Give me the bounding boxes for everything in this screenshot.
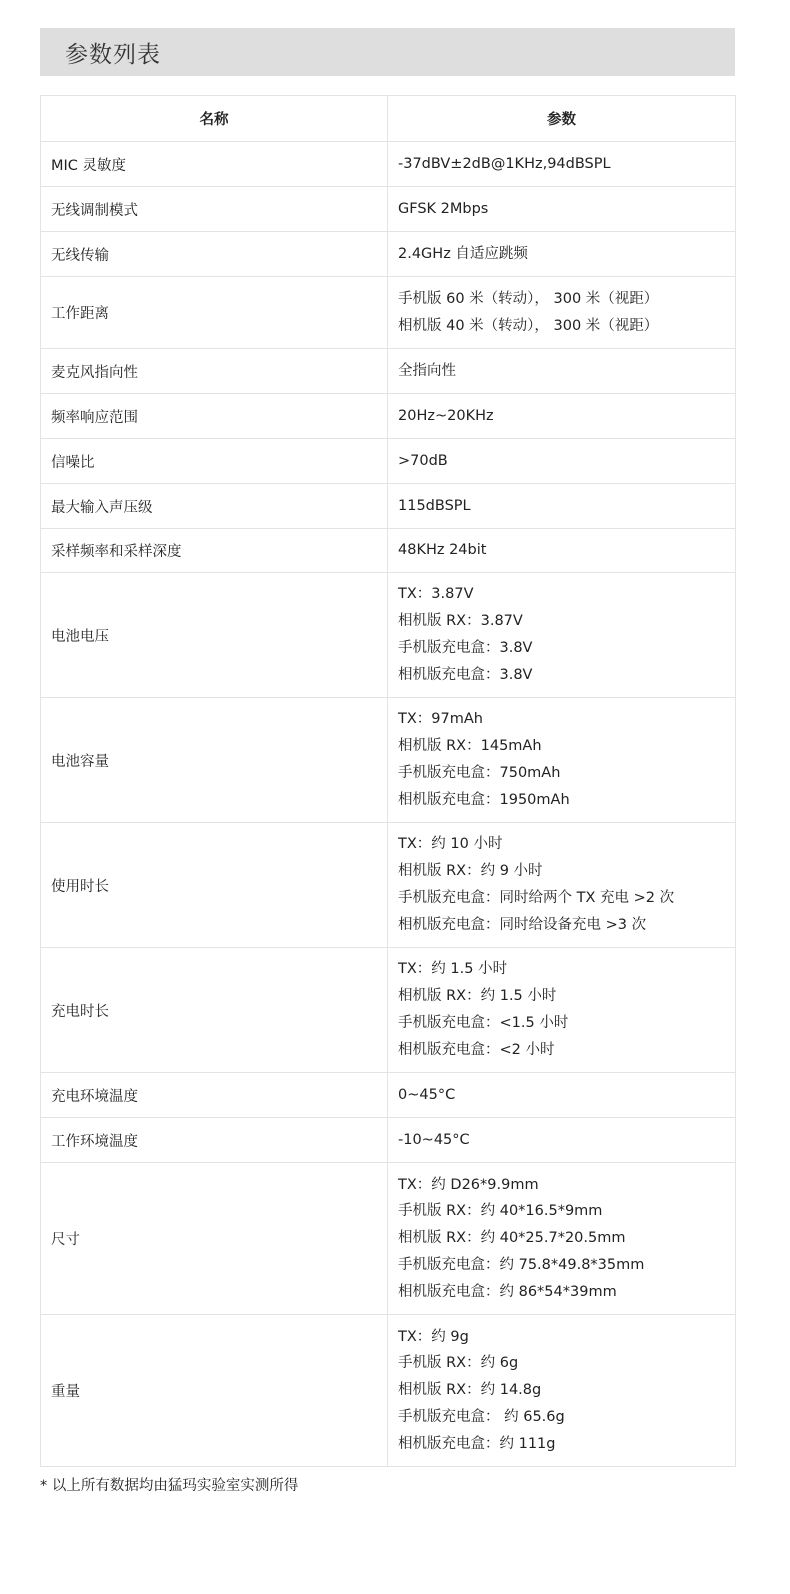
- spec-value-line: 115dBSPL: [398, 497, 471, 514]
- table-row: [41, 1073, 736, 1118]
- table-row: [41, 187, 736, 232]
- spec-value-line: TX：约 1.5 小时: [398, 961, 508, 978]
- spec-name-cell: 电池容量: [41, 698, 388, 823]
- spec-value-cell: [388, 1118, 736, 1163]
- spec-value-cell: [388, 277, 736, 349]
- table-row: [41, 698, 736, 823]
- spec-name-cell: 重量: [41, 1315, 388, 1467]
- spec-value-line: 手机版充电盒： 约 65.6g: [398, 1408, 565, 1425]
- spec-value-cell: [388, 573, 736, 698]
- spec-value-cell: [388, 394, 736, 439]
- spec-value-line: TX：3.87V: [398, 586, 474, 603]
- table-row: [41, 232, 736, 277]
- spec-value-cell: [388, 484, 736, 529]
- spec-value-cell: [388, 823, 736, 948]
- spec-value-line: TX：97mAh: [398, 711, 483, 728]
- spec-value-line: TX：约 9g: [398, 1328, 469, 1345]
- table-row: [41, 1163, 736, 1315]
- table-row: [41, 823, 736, 948]
- spec-value-line: TX：约 10 小时: [398, 836, 503, 853]
- spec-value-cell: [388, 439, 736, 484]
- spec-value-line: 20Hz~20KHz: [398, 407, 494, 424]
- spec-value-cell: [388, 187, 736, 232]
- spec-value-line: 手机版 60 米（转动）， 300 米（视距）: [398, 290, 659, 307]
- spec-value-line: 相机版 RX：约 1.5 小时: [398, 988, 557, 1005]
- table-row: [41, 394, 736, 439]
- spec-value-line: 48KHz 24bit: [398, 542, 487, 559]
- spec-value-line: GFSK 2Mbps: [398, 200, 489, 217]
- spec-name-cell: MIC 灵敏度: [41, 142, 388, 187]
- spec-value-line: 相机版 RX：约 40*25.7*20.5mm: [398, 1230, 626, 1247]
- spec-name-cell: 尺寸: [41, 1163, 388, 1315]
- spec-name-cell: 最大输入声压级: [41, 484, 388, 529]
- spec-table: [40, 95, 736, 1467]
- spec-value-line: 2.4GHz 自适应跳频: [398, 245, 528, 262]
- table-row: [41, 439, 736, 484]
- spec-value-line: -37dBV±2dB@1KHz,94dBSPL: [398, 155, 611, 172]
- spec-name-cell: 工作距离: [41, 277, 388, 349]
- spec-value-line: 手机版 RX：约 40*16.5*9mm: [398, 1203, 603, 1220]
- spec-value-line: 手机版 RX：约 6g: [398, 1355, 519, 1372]
- spec-value-line: 相机版 RX：约 9 小时: [398, 863, 543, 880]
- spec-name-cell: 电池电压: [41, 573, 388, 698]
- spec-value-cell: [388, 698, 736, 823]
- spec-value-line: 相机版充电盒：1950mAh: [398, 791, 570, 808]
- spec-value-line: 手机版充电盒：同时给两个 TX 充电 >2 次: [398, 890, 675, 906]
- spec-value-cell: [388, 529, 736, 573]
- table-header-row: [41, 96, 736, 142]
- spec-value-line: 相机版 RX：3.87V: [398, 613, 523, 630]
- spec-name-cell: 使用时长: [41, 823, 388, 948]
- spec-value-line: 手机版充电盒：3.8V: [398, 640, 533, 656]
- spec-value-line: 相机版 RX：145mAh: [398, 738, 542, 755]
- table-row: [41, 1315, 736, 1467]
- spec-value-cell: [388, 1073, 736, 1118]
- spec-value-cell: [388, 232, 736, 277]
- spec-name-cell: 采样频率和采样深度: [41, 529, 388, 573]
- section-title-bar: [40, 28, 735, 76]
- spec-value-cell: [388, 349, 736, 394]
- spec-value-line: -10~45°C: [398, 1131, 470, 1148]
- spec-value-line: 0~45°C: [398, 1086, 456, 1103]
- table-row: [41, 948, 736, 1073]
- spec-name-cell: 麦克风指向性: [41, 349, 388, 394]
- spec-value-line: >70dB: [398, 452, 448, 469]
- spec-value-line: 全指向性: [398, 362, 456, 379]
- footnote: * 以上所有数据均由猛玛实验室实测所得: [40, 1478, 299, 1494]
- table-row: [41, 1118, 736, 1163]
- spec-value-line: 手机版充电盒：约 75.8*49.8*35mm: [398, 1256, 645, 1273]
- spec-value-line: 手机版充电盒：750mAh: [398, 765, 561, 781]
- table-row: [41, 349, 736, 394]
- table-row: [41, 484, 736, 529]
- spec-name-cell: 无线传输: [41, 232, 388, 277]
- spec-name-cell: 充电环境温度: [41, 1073, 388, 1118]
- header-name: 名称: [41, 96, 388, 142]
- spec-value-cell: [388, 1163, 736, 1315]
- table-row: [41, 573, 736, 698]
- spec-value-line: 相机版充电盒：同时给设备充电 >3 次: [398, 916, 647, 933]
- spec-value-line: 相机版充电盒：约 86*54*39mm: [398, 1283, 617, 1300]
- spec-value-line: 手机版充电盒：<1.5 小时: [398, 1015, 569, 1031]
- spec-name-cell: 信噪比: [41, 439, 388, 484]
- table-row: [41, 529, 736, 573]
- spec-value-line: TX：约 D26*9.9mm: [398, 1176, 539, 1193]
- spec-value-line: 相机版 40 米（转动）， 300 米（视距）: [398, 317, 659, 334]
- spec-table-body: [41, 142, 736, 1467]
- spec-value-line: 相机版充电盒：约 111g: [398, 1435, 556, 1452]
- page-title: 参数列表: [65, 41, 161, 68]
- spec-name-cell: 无线调制模式: [41, 187, 388, 232]
- spec-value-cell: [388, 948, 736, 1073]
- spec-name-cell: 工作环境温度: [41, 1118, 388, 1163]
- spec-value-line: 相机版 RX：约 14.8g: [398, 1382, 542, 1399]
- spec-name-cell: 频率响应范围: [41, 394, 388, 439]
- table-row: [41, 277, 736, 349]
- spec-name-cell: 充电时长: [41, 948, 388, 1073]
- header-param: 参数: [388, 96, 736, 142]
- spec-value-line: 相机版充电盒：<2 小时: [398, 1041, 555, 1058]
- spec-value-line: 相机版充电盒：3.8V: [398, 666, 533, 683]
- spec-value-cell: [388, 142, 736, 187]
- spec-value-cell: [388, 1315, 736, 1467]
- table-row: [41, 142, 736, 187]
